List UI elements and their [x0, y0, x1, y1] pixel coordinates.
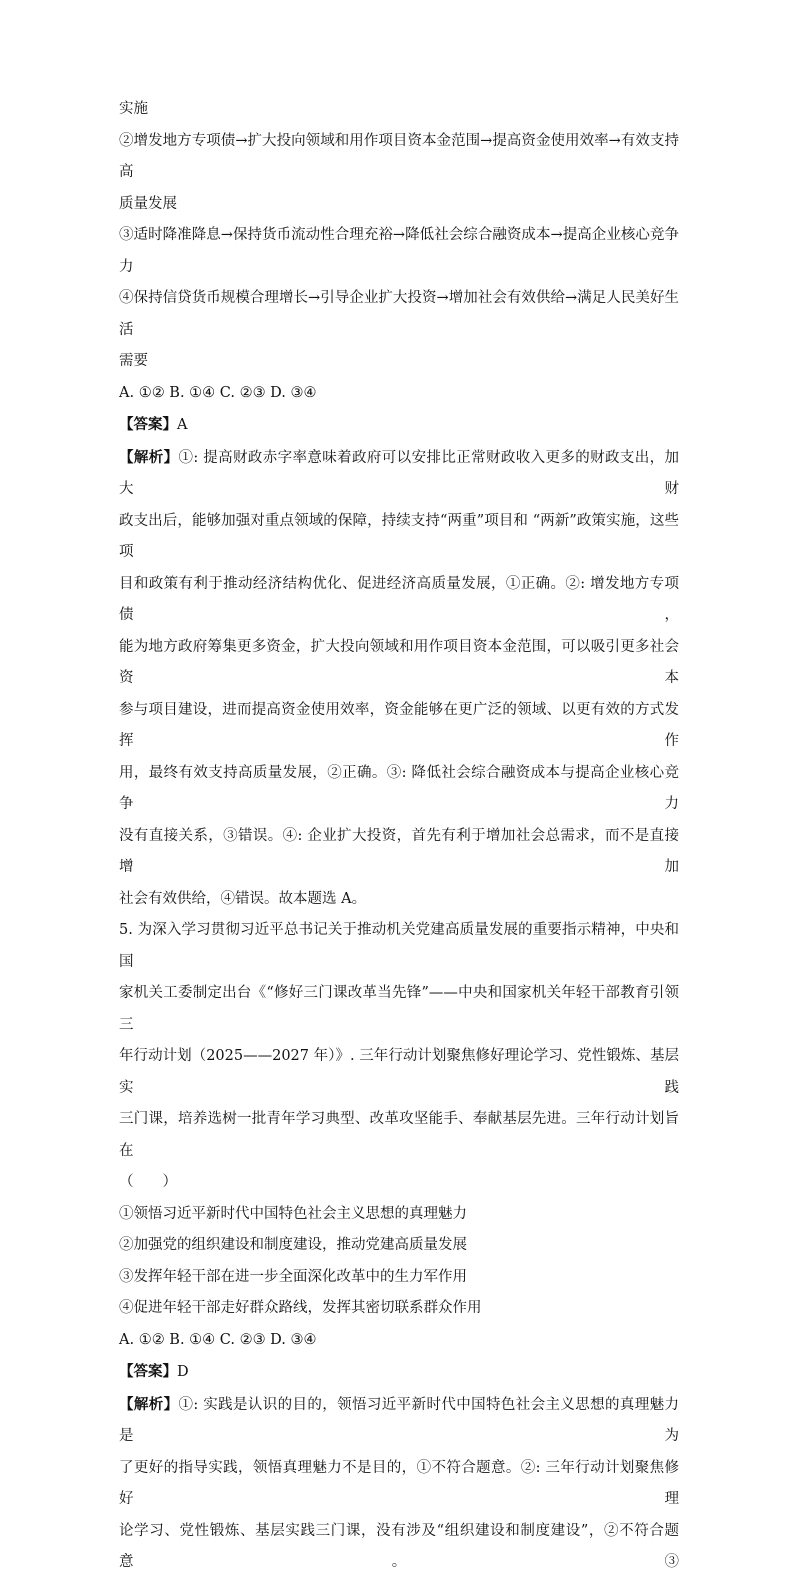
q4-analysis-line: 用，最终有效支持高质量发展，②正确。③: 降低社会综合融资成本与提高企业核心竞争力: [119, 764, 679, 812]
q5-analysis-line: [119, 1389, 679, 1453]
analysis-label: 【解析】: [119, 448, 179, 466]
analysis-text: ①: 实践是认识的目的，领悟习近平新时代中国特色社会主义思想的真理魅力是为: [119, 1396, 679, 1444]
q5-answer: [119, 1356, 679, 1389]
answer-value: D: [177, 1364, 189, 1380]
q5-choice: ④促进年轻干部走好群众路线，发挥其密切联系群众作用: [119, 1300, 482, 1316]
q4-analysis-line: 没有直接关系，③错误。④: 企业扩大投资，首先有利于增加社会总需求，而不是直接增加: [119, 827, 679, 875]
q4-choice-3: ③适时降准降息→保持货币流动性合理充裕→降低社会综合融资成本→提高企业核心竞争力: [119, 227, 679, 275]
q4-choice-2: ②增发地方专项债→扩大投向领域和用作项目资本金范围→提高资金使用效率→有效支持高: [119, 132, 679, 180]
answer-label: 【答案】: [119, 416, 177, 433]
q4-analysis-line: 目和政策有利于推动经济结构优化、促进经济高质量发展，①正确。②: 增发地方专项债，: [119, 575, 679, 623]
q4-line: 实施: [119, 101, 148, 117]
q4-analysis-line: [119, 442, 679, 506]
q4-answer: [119, 409, 679, 442]
q5-stem-line: 年行动计划（2025——2027 年）》. 三年行动计划聚焦修好理论学习、党性锻炼、基层实践: [119, 1048, 679, 1096]
q4-line: 需要: [119, 353, 148, 369]
q4-analysis-line: 政支出后，能够加强对重点领域的保障，持续支持“两重”项目和 “两新”政策实施，这些项: [119, 512, 679, 560]
q4-choice-4: ④保持信贷货币规模合理增长→引导企业扩大投资→增加社会有效供给→满足人民美好生活: [119, 290, 679, 338]
q4-line: 质量发展: [119, 195, 177, 212]
q5-stem-line: 5. 为深入学习贯彻习近平总书记关于推动机关党建高质量发展的重要指示精神，中央和国: [119, 922, 679, 970]
q4-options: A. ①② B. ①④ C. ②③ D. ③④: [119, 384, 317, 401]
q5-choice: ①领悟习近平新时代中国特色社会主义思想的真理魅力: [119, 1205, 467, 1222]
answer-label: 【答案】: [119, 1363, 177, 1380]
q4-analysis-line: 能为地方政府筹集更多资金，扩大投向领域和用作项目资本金范围，可以吸引更多社会资本: [119, 638, 679, 686]
q5-stem-line: 三门课，培养选树一批青年学习典型、改革攻坚能手、奉献基层先进。三年行动计划旨在: [119, 1111, 679, 1159]
q4-analysis-line: 参与项目建设，进而提高资金使用效率，资金能够在更广泛的领域、以更有效的方式发挥作: [119, 701, 679, 749]
q5-analysis-line: 论学习、党性锻炼、基层实践三门课，没有涉及“组织建设和制度建设”，②不符合题意。③: [119, 1522, 679, 1570]
q5-blank: （ ）: [119, 1174, 177, 1190]
q5-options: A. ①② B. ①④ C. ②③ D. ③④: [119, 1331, 317, 1348]
analysis-label: 【解析】: [119, 1395, 179, 1413]
q5-choice: ②加强党的组织建设和制度建设，推动党建高质量发展: [119, 1237, 467, 1253]
q5-choice: ③发挥年轻干部在进一步全面深化改革中的生力军作用: [119, 1268, 467, 1285]
q5-stem-line: 家机关工委制定出台《“修好三门课改革当先锋”——中央和国家机关年轻干部教育引领三: [119, 985, 679, 1033]
answer-value: A: [177, 417, 188, 433]
analysis-text: ①: 提高财政赤字率意味着政府可以安排比正常财政收入更多的财政支出，加大财: [119, 449, 679, 497]
q4-analysis-line: 社会有效供给，④错误。故本题选 A。: [119, 890, 367, 907]
q5-analysis-line: 了更好的指导实践，领悟真理魅力不是目的，①不符合题意。②: 三年行动计划聚焦修好理: [119, 1459, 679, 1507]
page-content: [119, 94, 679, 1579]
